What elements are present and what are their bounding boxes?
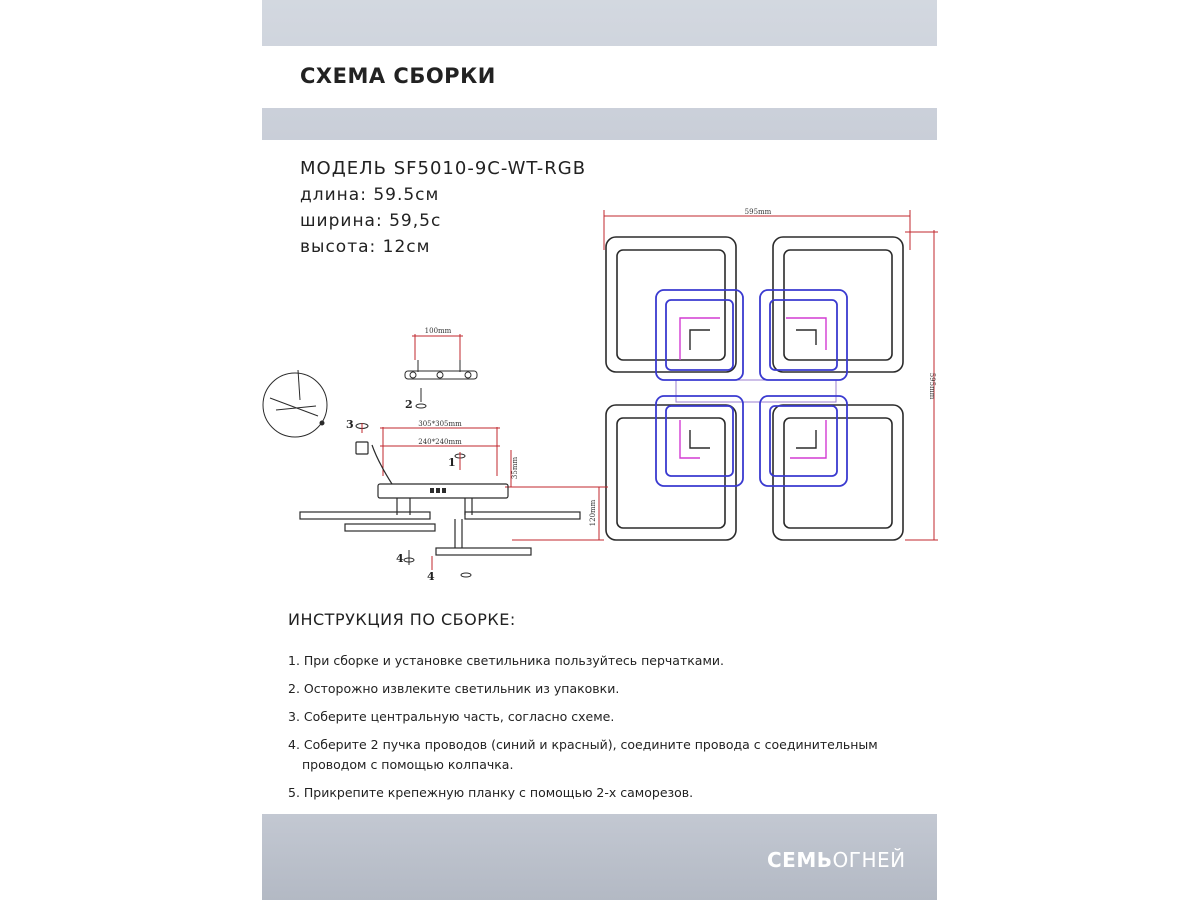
plate-outer-label: 305*305mm — [418, 420, 462, 428]
step-label-4a: 4 — [396, 552, 404, 565]
wire-detail — [263, 370, 327, 437]
top-width-label: 595mm — [744, 208, 772, 216]
spec-length: длина: 59.5см — [300, 185, 440, 205]
page-title: СХЕМА СБОРКИ — [300, 64, 496, 88]
instruction-item-4-line-1: 4. Соберите 2 пучка проводов (синий и красный), соедините провода с соединительным — [288, 737, 878, 752]
model-name: МОДЕЛЬ SF5010-9C-WT-RGB — [300, 158, 587, 179]
depth-label: 35mm — [511, 456, 519, 480]
side-profile — [300, 427, 608, 555]
step-label-3: 3 — [346, 418, 354, 431]
instructions-title: ИНСТРУКЦИЯ ПО СБОРКЕ: — [288, 610, 516, 629]
instruction-item-4-line-2: проводом с помощью колпачка. — [302, 757, 514, 772]
instruction-item-5: 5. Прикрепите крепежную планку с помощью 2-х саморезов. — [288, 785, 694, 800]
instruction-item-2: 2. Осторожно извлеките светильник из упаковки. — [288, 681, 620, 696]
step-label-1: 1 — [448, 456, 456, 469]
spec-width: ширина: 59,5с — [300, 211, 442, 231]
brand-bold: СЕМЬ — [767, 848, 833, 872]
instruction-item-4 — [288, 735, 948, 775]
mounting-bar — [405, 334, 477, 379]
screw-1 — [455, 452, 465, 470]
brand-logo — [767, 848, 906, 872]
instruction-item-1: 1. При сборке и установке светильника пользуйтесь перчатками. — [288, 653, 724, 668]
step-label-4b: 4 — [427, 570, 435, 583]
brand-light: ОГНЕЙ — [832, 848, 906, 872]
screw-2 — [416, 388, 426, 408]
bar-dim-label: 100mm — [424, 327, 452, 335]
height-label: 120mm — [589, 499, 597, 527]
instructions-list — [288, 651, 948, 831]
center-frame — [676, 380, 836, 402]
top-height-label: 595mm — [928, 372, 936, 400]
step-label-2: 2 — [405, 398, 413, 411]
screw-3 — [356, 423, 368, 433]
instructions-block — [288, 610, 948, 839]
instruction-item-3: 3. Соберите центральную часть, согласно схеме. — [288, 709, 615, 724]
outer-squares — [606, 237, 903, 540]
plate-inner-label: 240*240mm — [418, 438, 462, 446]
inner-squares — [656, 290, 847, 486]
top-view-dimensions — [604, 210, 938, 540]
screw-4 — [404, 550, 471, 577]
spec-height: высота: 12см — [300, 237, 431, 257]
